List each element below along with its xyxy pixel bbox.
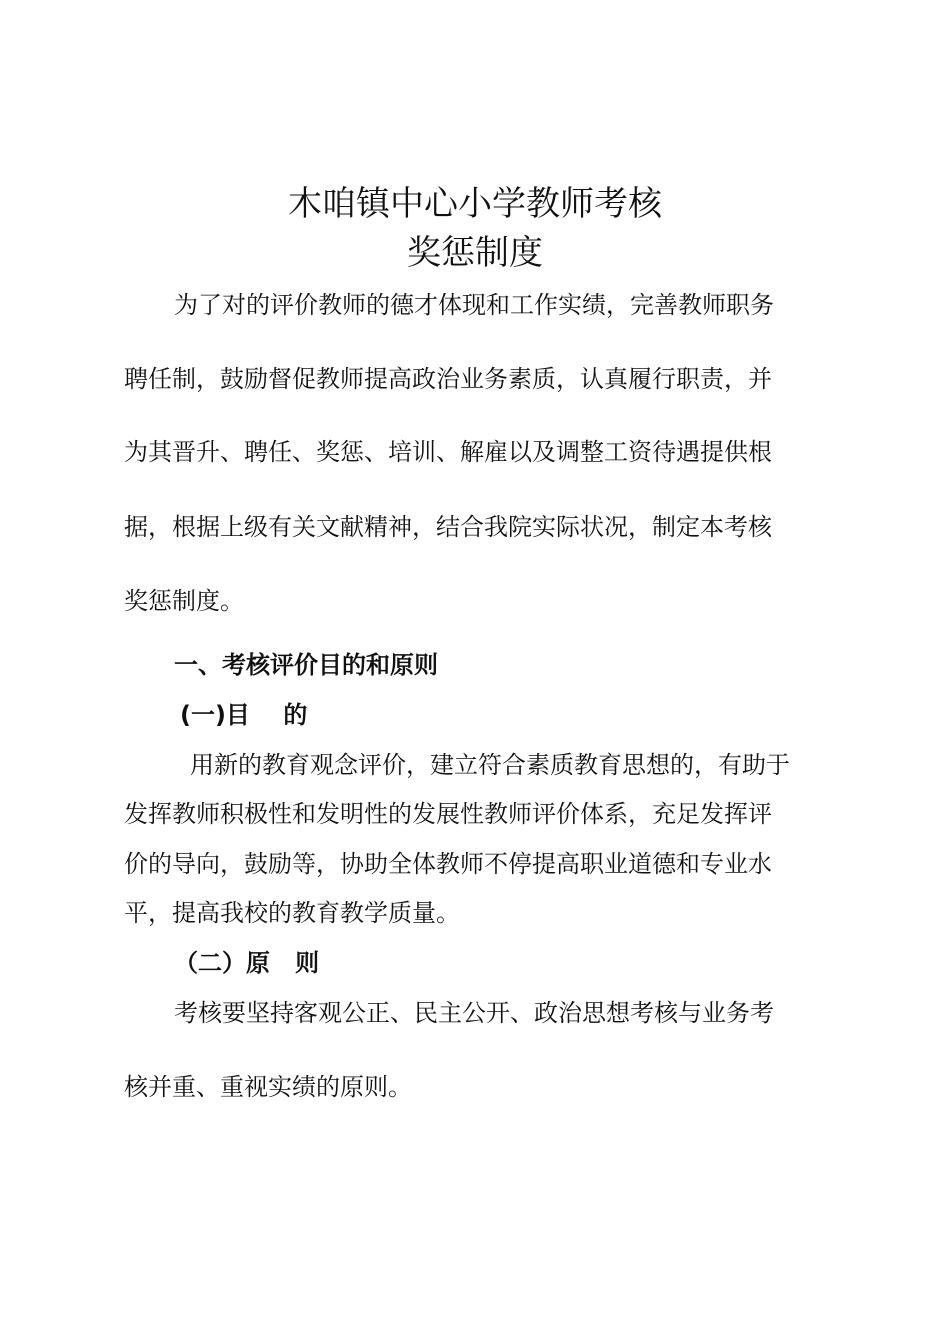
- section-heading-1: 一、考核评价目的和原则: [174, 651, 438, 679]
- intro-line-3: 为其晋升、聘任、奖惩、培训、解雇以及调整工资待遇提供根: [124, 438, 772, 466]
- principle-line-2: 核并重、重视实绩的原则。: [124, 1073, 412, 1101]
- intro-line-5: 奖惩制度。: [124, 587, 244, 615]
- principle-line-1: 考核要坚持客观公正、民主公开、政治思想考核与业务考: [174, 999, 774, 1027]
- purpose-line-1: 用新的教育观念评价，建立符合素质教育思想的，有助于: [190, 751, 790, 779]
- purpose-line-2: 发挥教师积极性和发明性的发展性教师评价体系，充足发挥评: [124, 800, 772, 828]
- document-title-line-1: 木咱镇中心小学教师考核: [288, 184, 662, 224]
- subsection-heading-principle: （二）原 则: [174, 949, 320, 977]
- intro-line-1: 为了对的评价教师的德才体现和工作实绩，完善教师职务: [174, 291, 774, 319]
- purpose-line-3: 价的导向，鼓励等，协助全体教师不停提高职业道德和专业水: [124, 850, 772, 878]
- document-title-line-2: 奖惩制度: [407, 233, 543, 273]
- intro-line-2: 聘任制，鼓励督促教师提高政治业务素质，认真履行职责，并: [124, 365, 772, 393]
- purpose-line-4: 平，提高我校的教育教学质量。: [124, 899, 460, 927]
- subsection-heading-purpose: (一)目 的: [180, 701, 308, 729]
- intro-line-4: 据，根据上级有关文献精神，结合我院实际状况，制定本考核: [124, 513, 772, 541]
